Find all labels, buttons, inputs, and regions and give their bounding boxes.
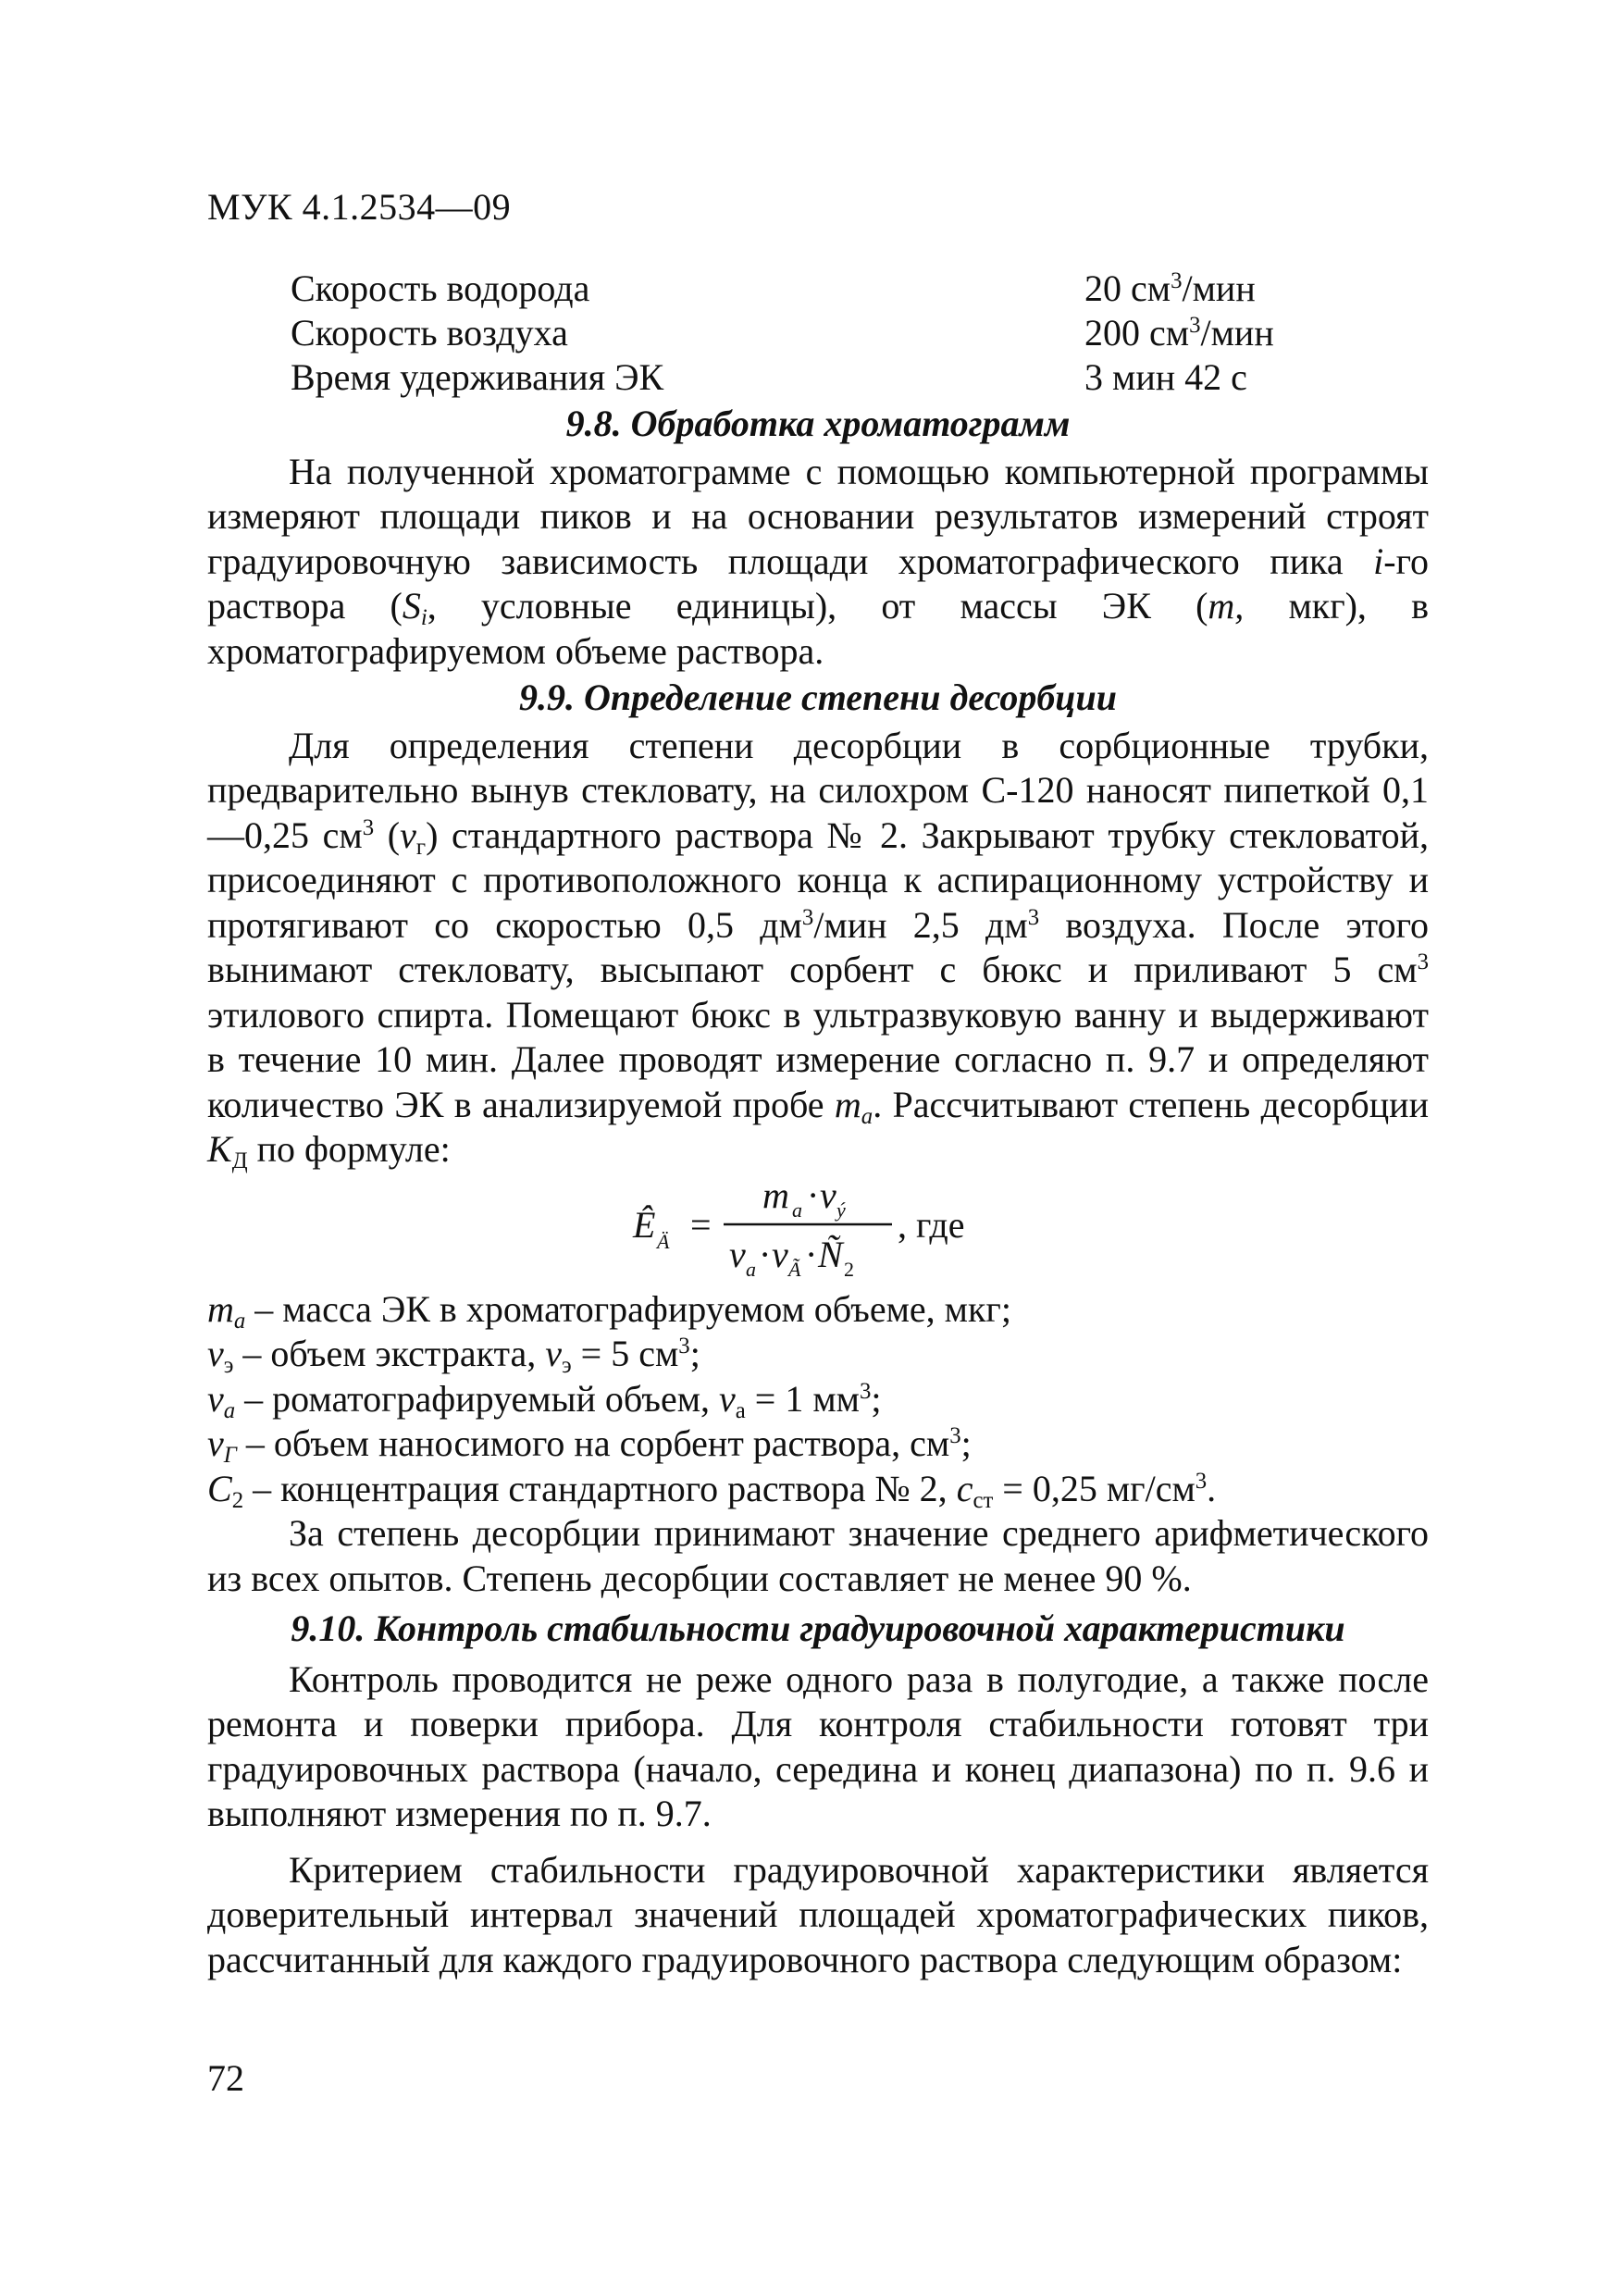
- formula-suffix: , где: [898, 1203, 965, 1246]
- formula-lhs-sub: Ä: [657, 1229, 670, 1253]
- parameter-row: [291, 311, 1429, 355]
- definition-ve: $v_э$ – объем экстракта, $v_э = 5$ $см^3$;: [207, 1333, 700, 1379]
- parameter-label: Скорость воздуха: [291, 312, 568, 354]
- definition-c2: $C_2$ – концентрация стандартного раствора № 2, $c_{ст} = 0,25$ $мг/см^3$.: [207, 1467, 1217, 1513]
- section-heading-9-9: 9.9. Определение степени десорбции: [518, 676, 1118, 718]
- definition-vg: $v_Г$ – объем наносимого на сорбент раствора, $см^3$;: [207, 1422, 972, 1469]
- page-number: 72: [207, 2057, 244, 2099]
- formula-den-n-sub: 2: [844, 1257, 854, 1281]
- formula-num-m: m: [762, 1173, 789, 1216]
- variable-definitions: [207, 1287, 1429, 1512]
- parameter-list: [291, 267, 1429, 400]
- parameter-value: 3 мин 42 с: [1084, 356, 1247, 398]
- formula-num-m-sub: a: [792, 1198, 802, 1222]
- formula-lhs: Ê: [633, 1203, 656, 1246]
- section-heading-9-10: 9.10. Контроль стабильности градуировочной характеристики: [291, 1607, 1345, 1649]
- formula-den-n: Ñ: [818, 1233, 843, 1275]
- paragraph-desorption-result: За степень десорбции принимают значение среднего арифметического из всех опытов. Степень десорбции составляет не менее 90 %.: [207, 1512, 1429, 1599]
- running-head: МУК 4.1.2534—09: [207, 186, 512, 228]
- formula-den-v2-sub: Ã: [788, 1257, 801, 1281]
- definition-va: $v_a$ – роматографируемый объем, $v_а = 1$ $мм^3$;: [207, 1377, 882, 1423]
- parameter-label: Время удерживания ЭК: [291, 356, 664, 398]
- paragraph-stability-control: Контроль проводится не реже одного раза в полугодие, а также после ремонта и поверки прибора. Для контроля стабильности готовят три градуировочных раствора (начало, середина и конец диапазона) по п. 9.6 и выполняют измерения по п. 9.7.: [207, 1657, 1429, 1834]
- desorption-formula: [207, 1173, 1429, 1285]
- paragraph-stability-criterion: Критерием стабильности градуировочной характеристики является доверительный интервал значений площадей хроматографических пиков, рассчитанный для каждого градуировочного раствора следующим образом:: [207, 1848, 1429, 1980]
- parameter-label: Скорость водорода: [291, 267, 590, 309]
- paragraph-desorption-procedure: Для определения степени десорбции в сорбционные трубки, предварительно вынув стекловату, на силохром С-120 наносят пипеткой 0,1—0,25 $см^3$ $(v_г)$ стандартного раствора № 2. Закрывают трубку стекловатой, присоединяют с противоположного конца к аспирационному устройству и протягивают со скоростью 0,5 $дм^3$/мин 2,5 $дм^3$ воздуха. После этого вынимают стекловату, высыпают сорбент с бюкс и приливают 5 $см^3$ этилового спирта. Помещают бюкс в ультразвуковую ванну и выдерживают в течение 10 мин. Далее проводят измерение согласно п. 9.7 и определяют количество ЭК в анализируемой пробе $m_a$. Рассчитывают степень десорбции $K_Д$ по формуле:: [207, 724, 1430, 1174]
- parameter-value: 200 $см^3$/мин: [1084, 312, 1274, 354]
- page-body: [207, 267, 1429, 1982]
- parameter-row: [291, 355, 1429, 400]
- formula-den-v2: v: [772, 1233, 788, 1275]
- formula-den-dot1: ·: [759, 1233, 772, 1275]
- formula-num-v: v: [820, 1173, 836, 1216]
- formula-num-v-sub: ý: [836, 1198, 846, 1222]
- formula-den-v1: v: [729, 1233, 746, 1275]
- parameter-row: [291, 267, 1429, 311]
- definition-ma: $m_a$ – масса ЭК в хроматографируемом объеме, мкг;: [207, 1287, 1011, 1334]
- formula-den-v1-sub: a: [746, 1257, 756, 1281]
- paragraph-chromatogram-processing: На полученной хроматограмме с помощью компьютерной программы измеряют площади пиков и на основании результатов измерений строят градуировочную зависимость площади хроматографического пика i-го раствора ($S_i$, условные единицы), от массы ЭК (m, мкг), в хроматографируемом объеме раствора.: [207, 450, 1429, 672]
- formula-den-dot2: ·: [805, 1233, 818, 1275]
- formula-num-dot: ·: [807, 1173, 820, 1216]
- formula-equals: =: [690, 1203, 712, 1246]
- formula-graphic: [633, 1173, 1003, 1285]
- parameter-value: 20 $см^3$/мин: [1084, 267, 1256, 309]
- section-heading-9-8: 9.8. Обработка хроматограмм: [565, 403, 1071, 444]
